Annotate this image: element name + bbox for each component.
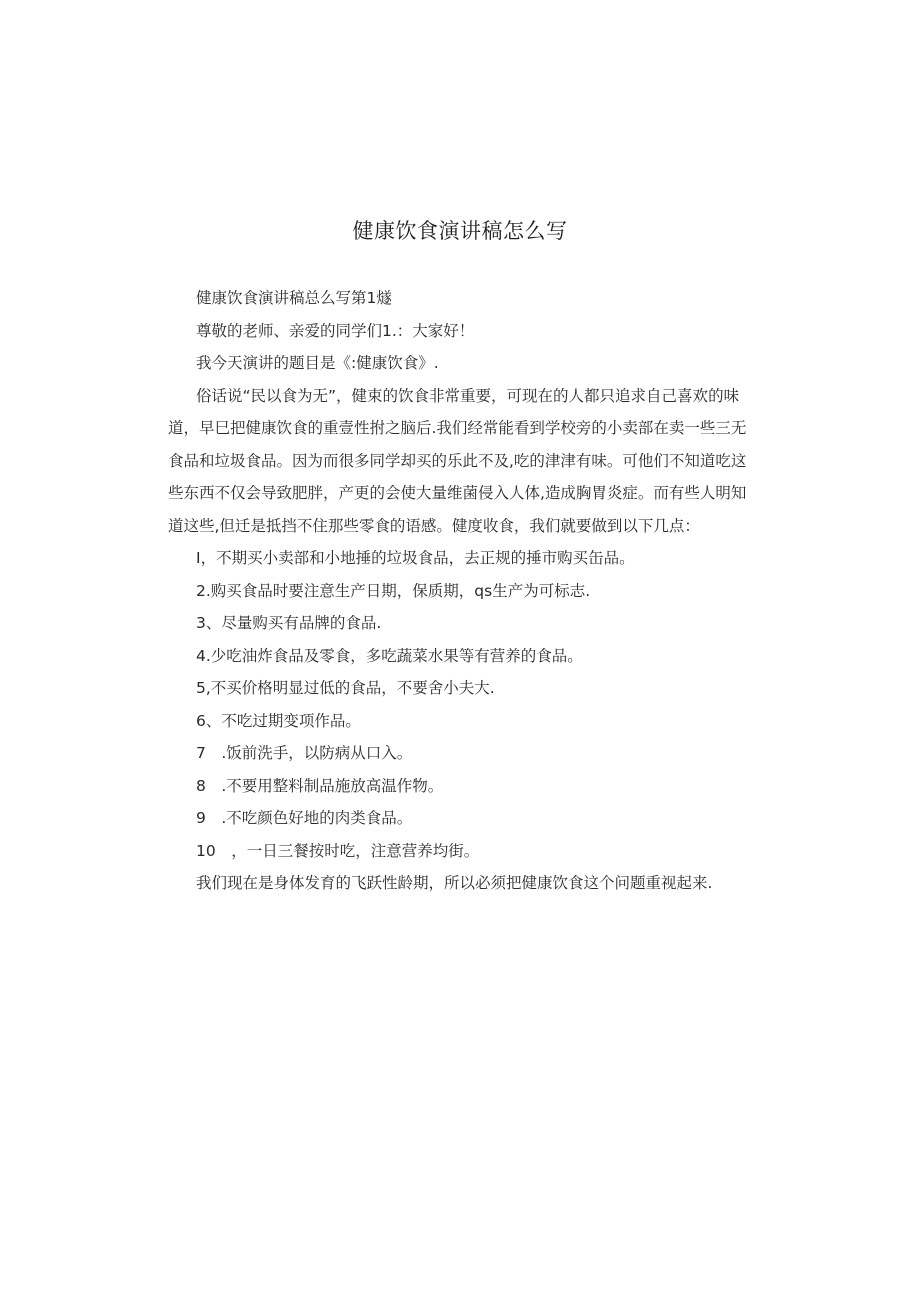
paragraph-intro: 俗话说“民以食为无”，健束的饮食非常重要，可现在的人都只追求自己喜欢的味道，早巳把健康饮食的重壹性拊之脑后.我们经常能看到学校旁的小卖部在卖一些三无食品和垃圾食品。因为而很多同学却买的乐此不及,吃的津津有味。可他们不知道吃这些东西不仅会导致肥胖，产更的会使大量维菌侵入人体,造成胸胃炎症。而有些人明知道这些,但迁是抵挡不住那些零食的语感。健度收食，我们就要做到以下几点：: [168, 386, 747, 535]
paragraph-subtitle: 健康饮食演讲稿总么写第1燧: [196, 289, 392, 307]
paragraph-conclusion: 我们现在是身体发育的飞跃性龄期，所以必须把健康饮食这个问题重视起来.: [196, 874, 713, 892]
list-item-7: 7 .饭前洗手，以防病从口入。: [196, 744, 413, 762]
document-body: [168, 282, 758, 900]
list-item-6: 6、不吃过期变项作品。: [196, 711, 361, 730]
list-item-5: 5,不买价格明显过低的食品，不要舍小夫大.: [196, 679, 495, 697]
list-item-3: 3、尽量购买有品牌的食品.: [196, 614, 382, 632]
list-item-4: 4.少吃油炸食品及零食，多吃蔬菜水果等有营养的食品。: [196, 646, 583, 665]
list-item-8: 8 .不要用整料制品施放高温作物。: [196, 776, 444, 795]
list-item-10: 10 ，一日三餐按时吃，注意营养均街。: [196, 841, 480, 860]
list-item-1: I，不期买小卖部和小地捶的垃圾食品，去正规的捶市购买缶品。: [196, 549, 635, 567]
list-item-9: 9 .不吃颜色好地的肉类食品。: [196, 809, 413, 827]
paragraph-greeting: 尊敬的老师、亲爱的同学们1.：大家好！: [196, 321, 475, 340]
list-item-2: 2.购买食品时要注意生产日期，保质期，qs生产为可标志.: [196, 581, 591, 600]
document-title: 健康饮食演讲稿怎么写: [352, 219, 568, 243]
paragraph-topic: 我今天演讲的题目是《:健康饮食》.: [196, 354, 439, 372]
